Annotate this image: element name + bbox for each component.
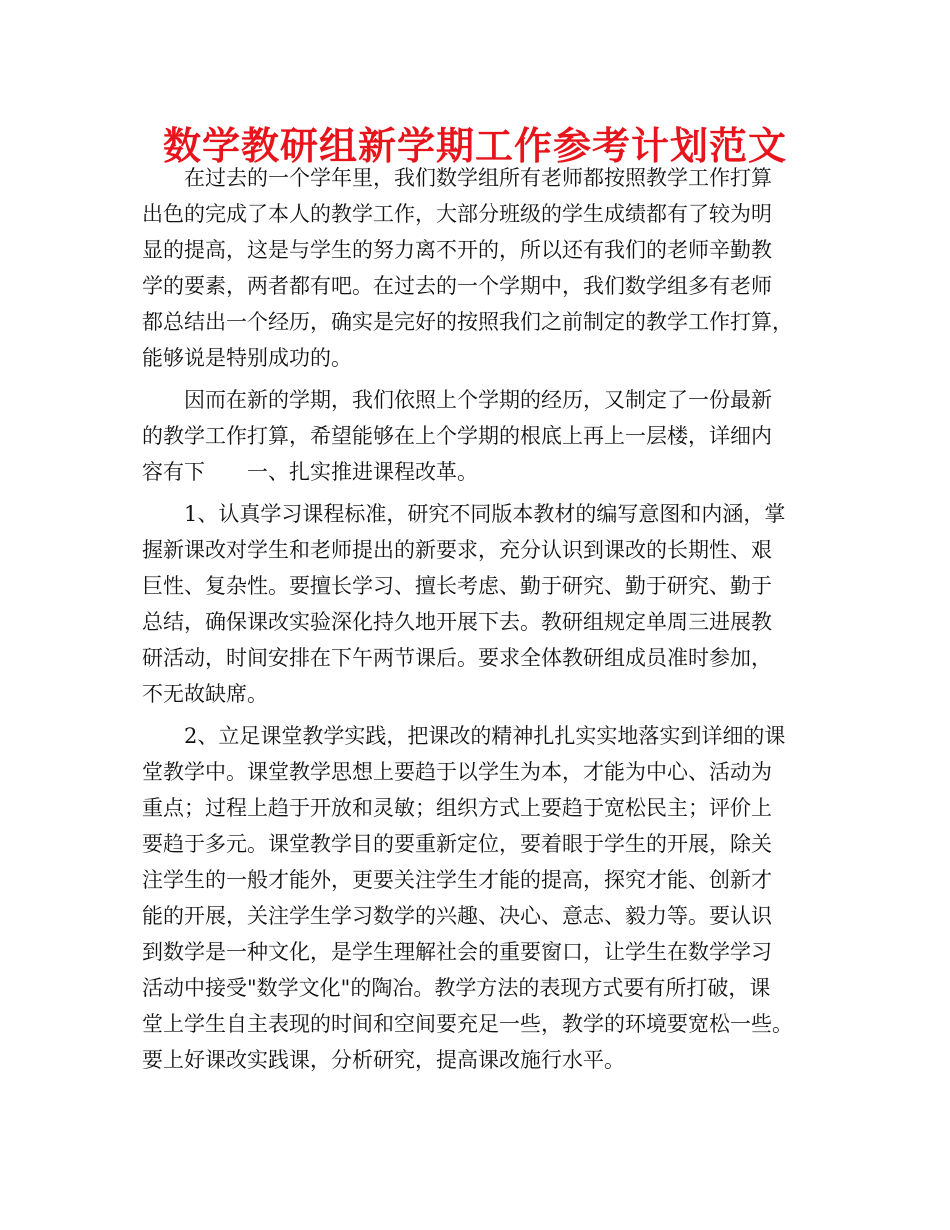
paragraph-line: 在过去的一个学年里，我们数学组所有老师都按照教学工作打算 xyxy=(184,166,772,190)
paragraph-line: 活动中接受"数学文化"的陶冶。教学方法的表现方式要有所打破，课 xyxy=(142,976,771,1000)
paragraph-line: 学的要素，两者都有吧。在过去的一个学期中，我们数学组多有老师 xyxy=(142,274,772,298)
paragraph-line: 出色的完成了本人的教学工作，大部分班级的学生成绩都有了较为明 xyxy=(142,202,772,226)
paragraph-line: 能的开展，关注学生学习数学的兴趣、决心、意志、毅力等。要认识 xyxy=(142,904,772,928)
paragraph-line: 2、立足课堂教学实践，把课改的精神扎扎实实地落实到详细的课 xyxy=(184,724,786,748)
paragraph-line: 堂上学生自主表现的时间和空间要充足一些，教学的环境要宽松一些。 xyxy=(142,1012,793,1036)
paragraph-line: 1、认真学习课程标准，研究不同版本教材的编写意图和内涵，掌 xyxy=(184,502,786,526)
document-title: 数学教研组新学期工作参考计划范文 xyxy=(162,124,787,168)
paragraph-3 xyxy=(142,496,826,712)
paragraph-line: 重点；过程上趋于开放和灵敏；组织方式上要趋于宽松民主；评价上 xyxy=(142,796,772,820)
paragraph-line: 要趋于多元。课堂教学目的要重新定位，要着眼于学生的开展，除关 xyxy=(142,832,772,856)
paragraph-line: 容有下 一、扎实推进课程改革。 xyxy=(142,460,478,484)
paragraph-2 xyxy=(142,382,826,490)
paragraph-line: 注学生的一般才能外，更要关注学生才能的提高，探究才能、创新才 xyxy=(142,868,772,892)
paragraph-line: 堂教学中。课堂教学思想上要趋于以学生为本，才能为中心、活动为 xyxy=(142,760,772,784)
paragraph-line: 总结，确保课改实验深化持久地开展下去。教研组规定单周三进展教 xyxy=(142,610,772,634)
paragraph-line: 的教学工作打算，希望能够在上个学期的根底上再上一层楼，详细内 xyxy=(142,424,772,448)
document-body xyxy=(142,160,826,1084)
paragraph-line: 都总结出一个经历，确实是完好的按照我们之前制定的教学工作打算， xyxy=(142,310,793,334)
paragraph-4 xyxy=(142,718,826,1078)
paragraph-line: 因而在新的学期，我们依照上个学期的经历，又制定了一份最新 xyxy=(184,388,772,412)
paragraph-line: 要上好课改实践课，分析研究，提高课改施行水平。 xyxy=(142,1048,625,1072)
paragraph-line: 巨性、复杂性。要擅长学习、擅长考虑、勤于研究、勤于研究、勤于 xyxy=(142,574,772,598)
paragraph-line: 到数学是一种文化，是学生理解社会的重要窗口，让学生在数学学习 xyxy=(142,940,772,964)
paragraph-1 xyxy=(142,160,826,376)
paragraph-line: 能够说是特别成功的。 xyxy=(142,346,352,370)
paragraph-line: 握新课改对学生和老师提出的新要求，充分认识到课改的长期性、艰 xyxy=(142,538,772,562)
paragraph-line: 显的提高，这是与学生的努力离不开的，所以还有我们的老师辛勤教 xyxy=(142,238,772,262)
paragraph-line: 研活动，时间安排在下午两节课后。要求全体教研组成员准时参加， xyxy=(142,646,772,670)
paragraph-line: 不无故缺席。 xyxy=(142,682,268,706)
